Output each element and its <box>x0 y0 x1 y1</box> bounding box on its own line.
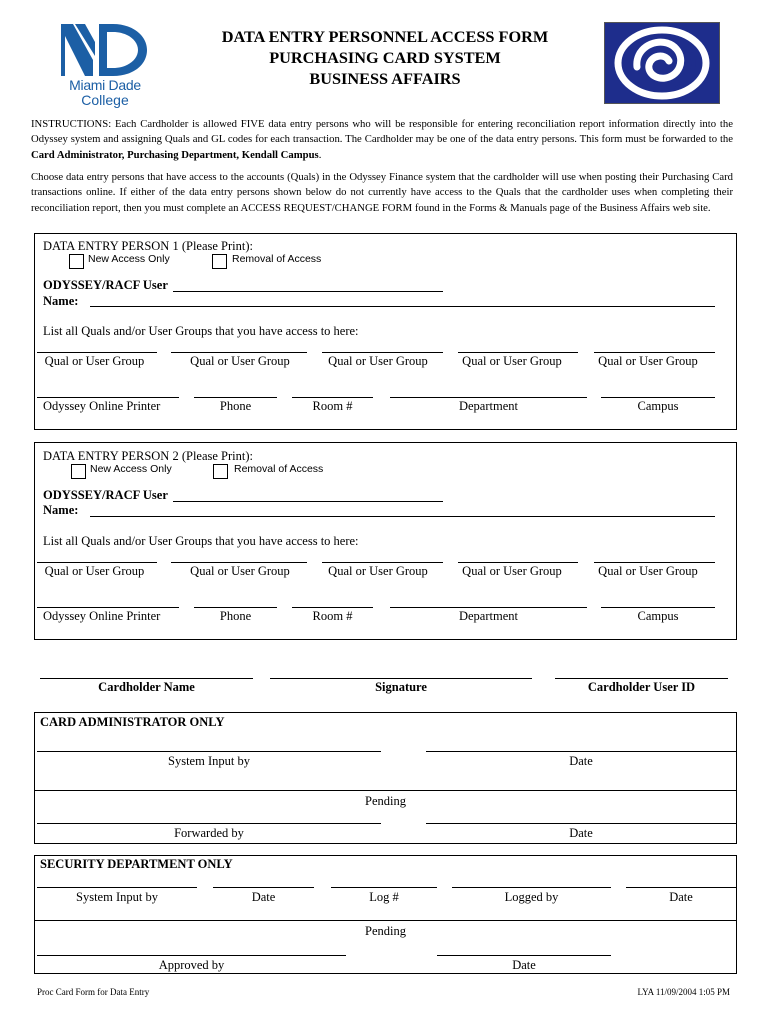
phone-field-2[interactable] <box>194 607 277 608</box>
instructions-paragraph-2: Choose data entry persons that have access to the accounts (Quals) in the Odyssey Finance system that the cardholder will use when posting their Purchasing Card transactions online. If either of the data entry persons shown below do not currently have access to the Quals that the cardholder uses when completing their reconciliation report, then you must complete an ACCESS REQUEST/CHANGE FORM found in the Forms & Manuals page of the Business Affairs web site. <box>31 171 733 214</box>
admin-date-field-2[interactable] <box>426 823 736 824</box>
security-date-label-2: Date <box>669 890 693 904</box>
qual-label-2-3: Qual or User Group <box>328 564 428 578</box>
title-line-1: DATA ENTRY PERSONNEL ACCESS FORM <box>221 27 549 46</box>
admin-system-input-field[interactable] <box>37 751 381 752</box>
security-system-input-label: System Input by <box>76 890 158 904</box>
signature-field[interactable] <box>270 678 532 679</box>
campus-field-2[interactable] <box>601 607 715 608</box>
phone-label-2: Phone <box>219 609 252 623</box>
name-label-1: Name: <box>43 294 79 308</box>
card-admin-heading: CARD ADMINISTRATOR ONLY <box>40 715 225 729</box>
qual-field-1-4[interactable] <box>458 352 578 353</box>
security-approved-by-field[interactable] <box>37 955 346 956</box>
admin-system-input-label: System Input by <box>168 754 250 768</box>
person-2-heading: DATA ENTRY PERSON 2 (Please Print): <box>43 449 253 463</box>
campus-field-1[interactable] <box>601 397 715 398</box>
room-label-1: Room # <box>312 399 353 413</box>
removal-label-2: Removal of Access <box>234 463 324 475</box>
admin-date-label-1: Date <box>569 754 593 768</box>
form-title <box>160 26 610 89</box>
title-line-2: PURCHASING CARD SYSTEM <box>269 48 501 67</box>
card-admin-destination: Card Administrator, Purchasing Department, Kendall Campus <box>31 148 319 161</box>
phone-field-1[interactable] <box>194 397 277 398</box>
department-field-2[interactable] <box>390 607 587 608</box>
qual-field-2-1[interactable] <box>37 562 157 563</box>
removal-label-1: Removal of Access <box>232 253 322 265</box>
security-date-field-3[interactable] <box>437 955 611 956</box>
phone-label-1: Phone <box>219 399 252 413</box>
security-pending-divider <box>34 920 737 921</box>
qual-label-1-3: Qual or User Group <box>328 354 428 368</box>
qual-field-1-1[interactable] <box>37 352 157 353</box>
cardholder-id-field[interactable] <box>555 678 728 679</box>
cardholder-id-label: Cardholder User ID <box>587 680 696 694</box>
security-log-label: Log # <box>369 890 399 904</box>
qual-label-2-1: Qual or User Group <box>44 564 145 578</box>
security-system-input-field[interactable] <box>37 887 197 888</box>
logo-text-line1: Miami Dade <box>69 77 141 93</box>
qual-field-1-3[interactable] <box>322 352 443 353</box>
qual-field-2-5[interactable] <box>594 562 715 563</box>
footer-form-name: Proc Card Form for Data Entry <box>37 987 150 997</box>
new-access-checkbox-1[interactable] <box>69 254 84 269</box>
qual-label-1-2: Qual or User Group <box>190 354 290 368</box>
admin-pending-label: Pending <box>365 794 406 808</box>
room-field-1[interactable] <box>292 397 373 398</box>
instructions-text: INSTRUCTIONS: Each Cardholder is allowed FIVE data entry persons who will be responsible for entering reconciliation report information directly into the Odyssey system and assigning Quals and GL codes for each transaction. The Cardholder may be one of the data entry persons. This form must be forwarded to the <box>31 118 733 146</box>
card-admin-section <box>34 712 737 844</box>
printer-label-1: Odyssey Online Printer <box>43 399 161 413</box>
removal-checkbox-1[interactable] <box>212 254 227 269</box>
qual-label-1-1: Qual or User Group <box>44 354 145 368</box>
department-field-1[interactable] <box>390 397 587 398</box>
seal-logo <box>604 22 720 104</box>
removal-checkbox-2[interactable] <box>213 464 228 479</box>
instructions-end: . <box>318 148 322 161</box>
person-1-heading: DATA ENTRY PERSON 1 (Please Print): <box>43 239 253 253</box>
department-label-1: Department <box>458 399 518 413</box>
admin-forwarded-label: Forwarded by <box>174 826 244 840</box>
quals-prompt-2: List all Quals and/or User Groups that you have access to here: <box>43 534 359 548</box>
qual-label-2-2: Qual or User Group <box>190 564 290 578</box>
security-heading: SECURITY DEPARTMENT ONLY <box>40 857 233 871</box>
qual-label-1-5: Qual or User Group <box>598 354 698 368</box>
admin-date-field-1[interactable] <box>426 751 736 752</box>
title-line-3: BUSINESS AFFAIRS <box>309 69 461 88</box>
admin-date-label-2: Date <box>569 826 593 840</box>
name-field-2[interactable] <box>90 516 715 517</box>
instructions-paragraph-1 <box>31 117 733 163</box>
qual-label-2-5: Qual or User Group <box>598 564 698 578</box>
qual-field-2-2[interactable] <box>171 562 307 563</box>
security-date-field-1[interactable] <box>213 887 314 888</box>
room-field-2[interactable] <box>292 607 373 608</box>
campus-label-2: Campus <box>637 609 679 623</box>
campus-label-1: Campus <box>637 399 679 413</box>
printer-field-2[interactable] <box>37 607 179 608</box>
user-field-1[interactable] <box>173 291 443 292</box>
printer-label-2: Odyssey Online Printer <box>43 609 161 623</box>
user-label-2: ODYSSEY/RACF User <box>43 488 168 502</box>
qual-field-2-3[interactable] <box>322 562 443 563</box>
admin-pending-divider <box>34 790 737 791</box>
admin-forwarded-field[interactable] <box>37 823 381 824</box>
college-logo <box>55 20 155 106</box>
user-field-2[interactable] <box>173 501 443 502</box>
signature-label: Signature <box>375 680 427 694</box>
security-date-label-3: Date <box>512 958 536 972</box>
quals-prompt-1: List all Quals and/or User Groups that you have access to here: <box>43 324 359 338</box>
swirl-icon <box>605 23 719 103</box>
room-label-2: Room # <box>312 609 353 623</box>
name-field-1[interactable] <box>90 306 715 307</box>
name-label-2: Name: <box>43 503 79 517</box>
department-label-2: Department <box>458 609 518 623</box>
cardholder-name-field[interactable] <box>40 678 253 679</box>
qual-label-1-4: Qual or User Group <box>462 354 562 368</box>
security-date-label-1: Date <box>251 890 276 904</box>
new-access-label-1: New Access Only <box>88 253 170 265</box>
user-label-1: ODYSSEY/RACF User <box>43 278 168 292</box>
logo-text-line2: College <box>81 92 129 108</box>
new-access-label-2: New Access Only <box>90 463 172 475</box>
security-approved-by-label: Approved by <box>158 958 225 972</box>
qual-field-1-2[interactable] <box>171 352 307 353</box>
printer-field-1[interactable] <box>37 397 179 398</box>
md-logo-icon <box>55 20 155 78</box>
security-date-field-2[interactable] <box>626 887 736 888</box>
qual-field-1-5[interactable] <box>594 352 715 353</box>
security-pending-label: Pending <box>365 924 406 938</box>
security-section <box>34 855 737 974</box>
footer-revision: LYA 11/09/2004 1:05 PM <box>637 987 730 997</box>
qual-label-2-4: Qual or User Group <box>462 564 562 578</box>
new-access-checkbox-2[interactable] <box>71 464 86 479</box>
security-log-field[interactable] <box>331 887 437 888</box>
security-logged-by-label: Logged by <box>504 890 559 904</box>
qual-field-2-4[interactable] <box>458 562 578 563</box>
security-logged-by-field[interactable] <box>452 887 611 888</box>
cardholder-name-label: Cardholder Name <box>98 680 195 694</box>
